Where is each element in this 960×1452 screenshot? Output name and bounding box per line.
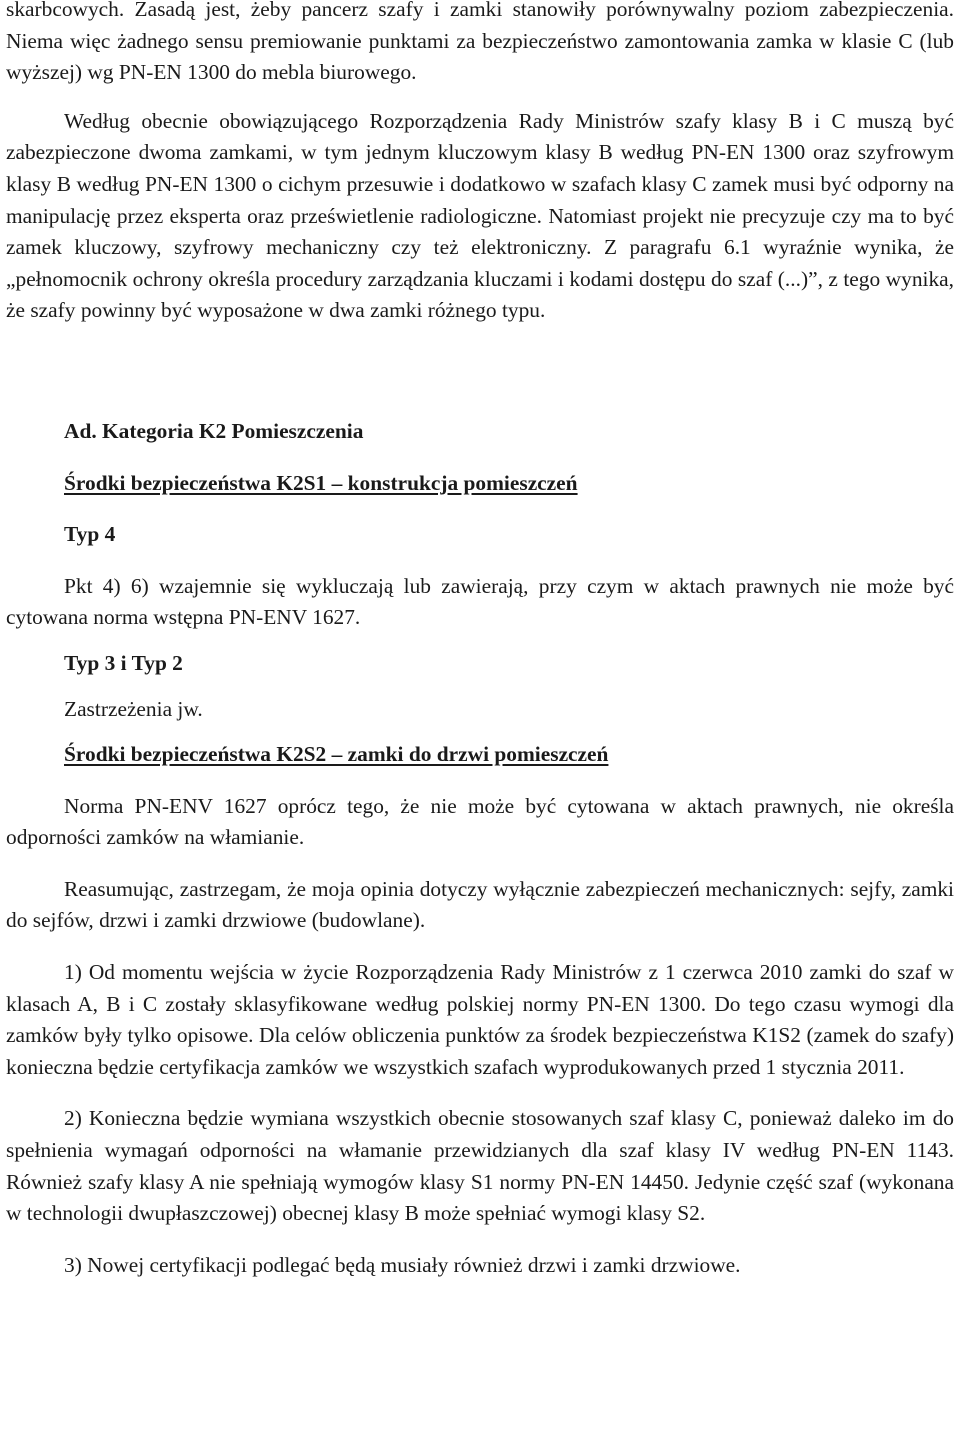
document-page [6, 0, 954, 1281]
category-heading: Ad. Kategoria K2 Pomieszczenia [64, 418, 364, 443]
type3-type2-heading: Typ 3 i Typ 2 [64, 650, 183, 675]
intro-continuation-paragraph: skarbcowych. Zasadą jest, żeby pancerz szafy i zamki stanowiły porównywalny poziom zabezpieczenia. Niema więc żadnego sensu premiowanie punktami za bezpieczeństwo zamontowania zamka w klasie C (lub wyższej) wg PN-EN 1300 do mebla biurowego. [6, 0, 954, 85]
regulation-paragraph: Według obecnie obowiązującego Rozporządzenia Rady Ministrów szafy klasy B i C muszą być zabezpieczone dwoma zamkami, w tym jednym kluczowym klasy B według PN-EN 1300 oraz szyfrowym klasy B według PN-EN 1300 o cichym przesuwie i dodatkowo w szafach klasy C zamek musi być odporny na manipulację przez eksperta oraz prześwietlenie radiologiczne. Natomiast projekt nie precyzuje czy ma to być zamek kluczowy, szyfrowy mechaniczny czy też elektroniczny. Z paragrafu 6.1 wyraźnie wynika, że „pełnomocnik ochrony określa procedury zarządzania kluczami i kodami dostępu do szaf (...)”, z tego wynika, że szafy powinny być wyposażone w dwa zamki różnego typu. [6, 108, 954, 323]
k2s2-heading: Środki bezpieczeństwa K2S2 – zamki do drzwi pomieszczeń [64, 742, 609, 767]
list-item: 3) Nowej certyfikacji podlegać będą musiały również drzwi i zamki drzwiowe. [64, 1252, 741, 1277]
type4-heading: Typ 4 [64, 522, 116, 547]
reservations-paragraph: Zastrzeżenia jw. [64, 696, 203, 721]
k2s2-paragraph: Norma PN-ENV 1627 oprócz tego, że nie może być cytowana w aktach prawnych, nie określa odporności zamków na włamianie. [6, 793, 954, 850]
k2s1-heading: Środki bezpieczeństwa K2S1 – konstrukcja pomieszczeń [64, 470, 578, 495]
k2s1-paragraph: Pkt 4) 6) wzajemnie się wykluczają lub zawierają, przy czym w aktach prawnych nie może być cytowana norma wstępna PN-ENV 1627. [6, 573, 954, 630]
summary-paragraph: Reasumując, zastrzegam, że moja opinia dotyczy wyłącznie zabezpieczeń mechanicznych: sejfy, zamki do sejfów, drzwi i zamki drzwiowe (budowlane). [6, 876, 954, 933]
list-item: 1) Od momentu wejścia w życie Rozporządzenia Rady Ministrów z 1 czerwca 2010 zamki do szaf w klasach A, B i C zostały sklasyfikowane według polskiej normy PN-EN 1300. Do tego czasu wymogi dla zamków były tylko opisowe. Dla celów obliczenia punktów za środek bezpieczeństwa K1S2 (zamek do szafy) konieczna będzie certyfikacja zamków we wszystkich szafach wyprodukowanych przed 1 stycznia 2011. [6, 960, 954, 1079]
list-item: 2) Konieczna będzie wymiana wszystkich obecnie stosowanych szaf klasy C, ponieważ daleko im do spełnienia wymagań odporności na włamanie przewidzianych dla szaf klasy IV według PN-EN 1143. Również szafy klasy A nie spełniają wymogów klasy S1 normy PN-EN 14450. Jedynie część szaf (wykonana w technologii dwupłaszczowej) obecnej klasy B może spełniać wymogi klasy S2. [6, 1106, 954, 1226]
